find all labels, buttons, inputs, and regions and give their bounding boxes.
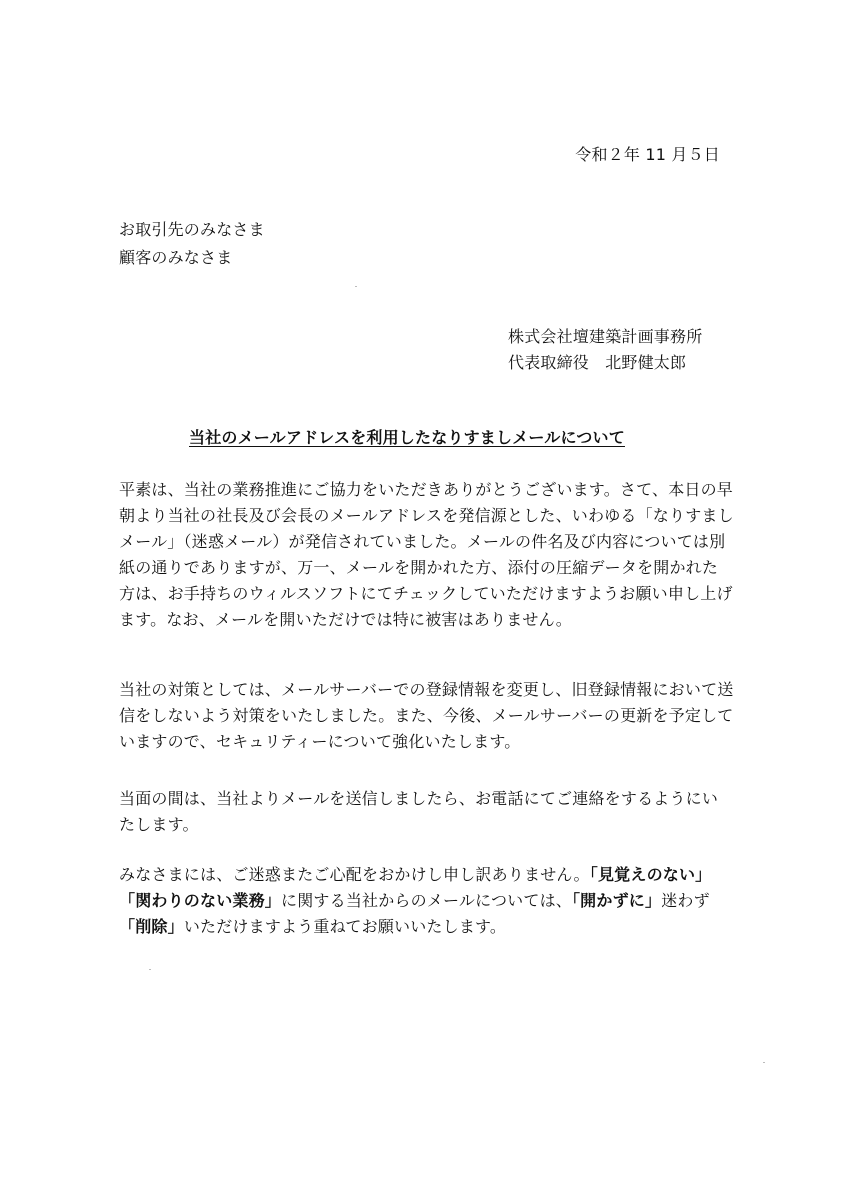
- apology-emphasis-1: 「見覚えのない」「関わりのない業務」: [119, 865, 712, 910]
- apology-emphasis-3: 「削除」: [119, 917, 184, 936]
- scan-speck: [149, 969, 151, 970]
- paragraph-countermeasures: 当社の対策としては、メールサーバーでの登録情報を変更し、旧登録情報において送信をしないよう対策をいたしました。また、今後、メールサーバーの更新を予定していますので、セキュリティーについて強化いたします。: [119, 680, 734, 751]
- paragraph-intro: 平素は、当社の業務推進にご協力をいただきありがとうございます。さて、本日の早朝より当社の社長及び会長のメールアドレスを発信源とした、いわゆる「なりすましメール」（迷惑メール）が発信されていました。メールの件名及び内容については別紙の通りでありますが、万一、メールを開かれた方、添付の圧縮データを開かれた方は、お手持ちのウィルスソフトにてチェックしていただけますようお願い申し上げます。なお、メールを開いただけでは特に被害はありません。: [119, 480, 734, 629]
- apology-text-1: みなさまには、ご迷惑またご心配をおかけし申し訳ありません。: [119, 865, 590, 884]
- paragraph-apology: [119, 862, 734, 940]
- scan-speck: [763, 1062, 765, 1063]
- apology-text-2: に関する当社からのメールについては、: [281, 891, 572, 910]
- paragraph-phone-contact: 当面の間は、当社よりメールを送信しましたら、お電話にてご連絡をするようにいたします。: [119, 789, 719, 834]
- apology-emphasis-2: 「開かずに」: [571, 891, 662, 910]
- recipient-line-2: 顧客のみなさま: [119, 248, 233, 267]
- apology-text-4: いただけますよう重ねてお願いいたします。: [183, 917, 507, 936]
- sender-company: 株式会社壇建築計画事務所: [508, 327, 703, 346]
- letter-date: 令和２年 11 月５日: [575, 145, 720, 164]
- sender-representative: 代表取締役 北野健太郎: [508, 353, 687, 372]
- apology-text-3: 迷わず: [661, 891, 710, 910]
- recipient-line-1: お取引先のみなさま: [119, 220, 265, 239]
- scan-speck: [355, 286, 357, 287]
- letter-title: 当社のメールアドレスを利用したなりすましメールについて: [189, 428, 625, 447]
